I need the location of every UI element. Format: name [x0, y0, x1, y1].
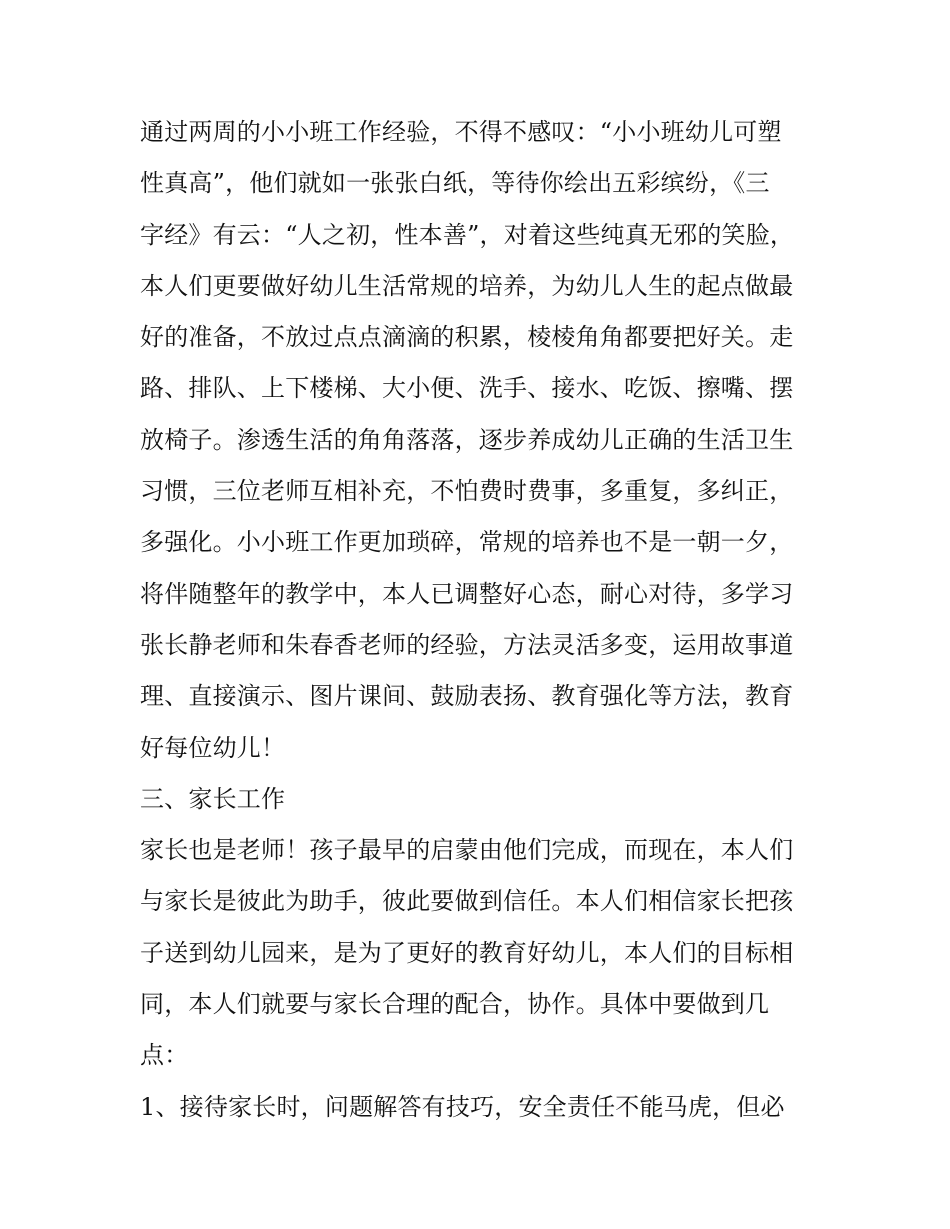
text-line: 好的准备，不放过点点滴滴的积累，棱棱角角都要把好关。走 — [140, 323, 794, 352]
text-line: 字经》有云：“人之初，性本善”，对着这些纯真无邪的笑脸， — [140, 220, 795, 249]
text-line: 同，本人们就要与家长合理的配合，协作。具体中要做到几 — [140, 990, 770, 1019]
text-line: 理、直接演示、图片课间、鼓励表扬、教育强化等方法，教育 — [140, 682, 794, 711]
text-line: 与家长是彼此为助手，彼此要做到信任。本人们相信家长把孩 — [140, 887, 794, 916]
text-line: 子送到幼儿园来，是为了更好的教育好幼儿，本人们的目标相 — [140, 938, 794, 967]
text-line: 将伴随整年的教学中，本人已调整好心态，耐心对待，多学习 — [140, 579, 794, 608]
text-line: 路、排队、上下楼梯、大小便、洗手、接水、吃饭、擦嘴、摆 — [140, 374, 794, 403]
text-line: 多强化。小小班工作更加琐碎，常规的培养也不是一朝一夕， — [140, 528, 794, 557]
body-text — [140, 107, 820, 1133]
text-line: 本人们更要做好幼儿生活常规的培养，为幼儿人生的起点做最 — [140, 271, 794, 300]
text-line: 家长也是老师！孩子最早的启蒙由他们完成，而现在，本人们 — [140, 836, 794, 865]
text-line: 性真高”，他们就如一张张白纸，等待你绘出五彩缤纷，《三 — [140, 169, 770, 198]
text-line: 张长静老师和朱春香老师的经验，方法灵活多变，运用故事道 — [140, 630, 794, 659]
text-line: 习惯，三位老师互相补充，不怕费时费事，多重复，多纠正， — [140, 477, 794, 506]
list-item: 1、接待家长时，问题解答有技巧，安全责任不能马虎，但必 — [140, 1092, 785, 1121]
text-line: 点： — [140, 1041, 189, 1070]
text-line: 通过两周的小小班工作经验，不得不感叹：“小小班幼儿可塑 — [140, 118, 782, 146]
section-heading: 三、家长工作 — [140, 784, 286, 813]
text-line: 好每位幼儿！ — [140, 733, 286, 762]
text-line: 放椅子。渗透生活的角角落落，逐步养成幼儿正确的生活卫生 — [140, 425, 794, 454]
